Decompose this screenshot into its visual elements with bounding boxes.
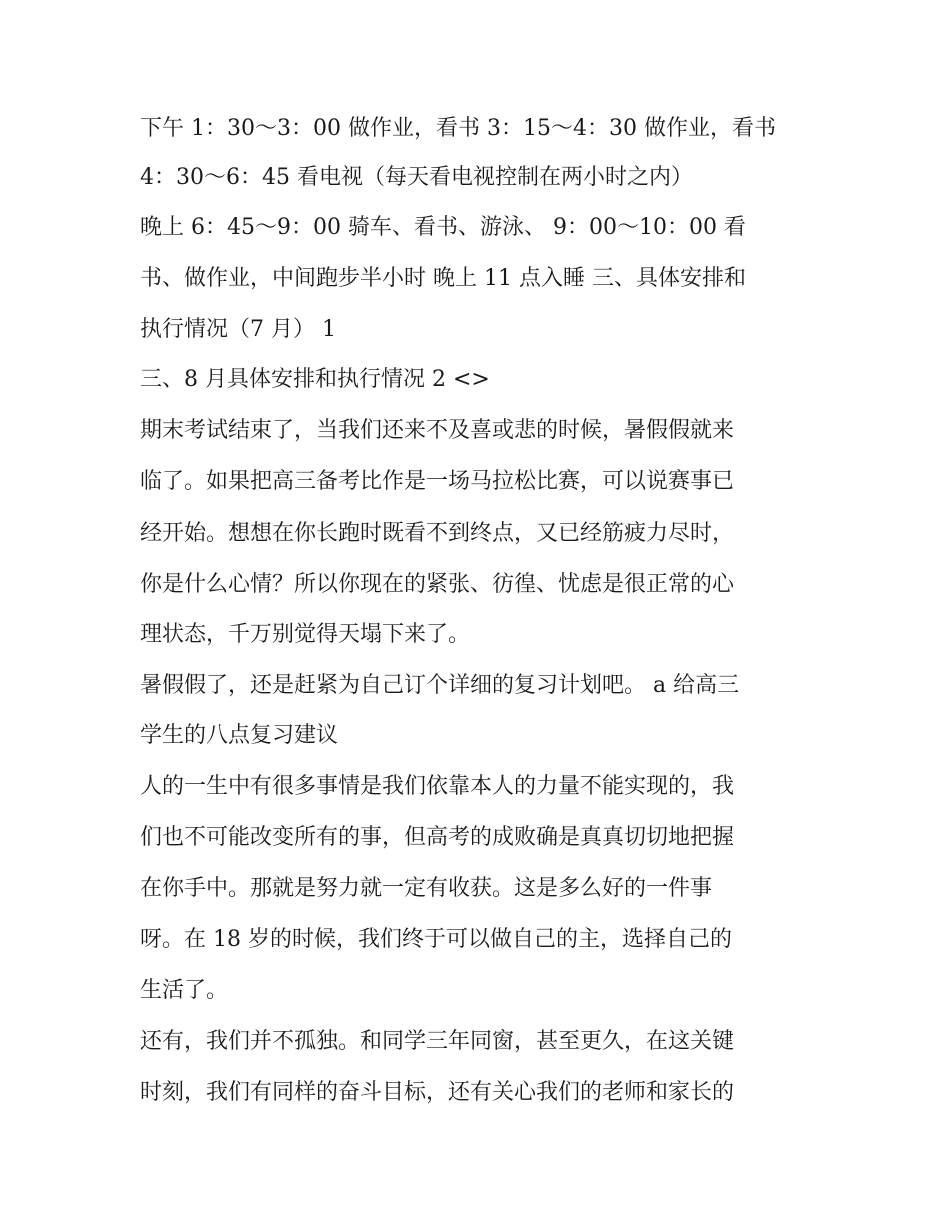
paragraph-line: 时刻，我们有同样的奋斗目标，还有关心我们的老师和家长的	[140, 1080, 735, 1105]
paragraph-line: 期末考试结束了，当我们还来不及喜或悲的时候，暑假假就来	[140, 418, 735, 443]
paragraph-line: 暑假假了，还是赶紧为自己订个详细的复习计划吧。 a 给高三	[140, 673, 740, 698]
text-line: 晚上 6：45～9：00 骑车、看书、游泳、 9：00～10：00 看	[140, 215, 746, 240]
paragraph-line: 们也不可能改变所有的事，但高考的成败确是真真切切地把握	[140, 825, 735, 850]
text-line: 执行情况（7 月） 1	[140, 317, 336, 342]
paragraph-line: 还有，我们并不孤独。和同学三年同窗，甚至更久，在这关键	[140, 1029, 735, 1054]
text-line: 书、做作业，中间跑步半小时 晚上 11 点入睡 三、具体安排和	[140, 266, 746, 291]
text-line: 三、8 月具体安排和执行情况 2 <>	[140, 367, 490, 392]
paragraph-line: 生活了。	[140, 978, 229, 1003]
paragraph-line: 学生的八点复习建议	[140, 723, 339, 748]
paragraph-line: 经开始。想想在你长跑时既看不到终点，又已经筋疲力尽时，	[140, 521, 735, 546]
paragraph-line: 人的一生中有很多事情是我们依靠本人的力量不能实现的，我	[140, 774, 735, 799]
text-line: 4：30～6：45 看电视（每天看电视控制在两小时之内）	[140, 165, 693, 190]
paragraph-line: 临了。如果把高三备考比作是一场马拉松比赛，可以说赛事已	[140, 469, 735, 494]
paragraph-line: 呀。在 18 岁的时候，我们终于可以做自己的主，选择自己的	[140, 927, 732, 952]
paragraph-line: 在你手中。那就是努力就一定有收获。这是多么好的一件事	[140, 876, 713, 901]
text-line: 下午 1：30～3：00 做作业，看书 3：15～4：30 做作业，看书	[140, 116, 776, 141]
paragraph-line: 理状态，千万别觉得天塌下来了。	[140, 622, 471, 647]
paragraph-line: 你是什么心情？所以你现在的紧张、彷徨、忧虑是很正常的心	[140, 572, 735, 597]
